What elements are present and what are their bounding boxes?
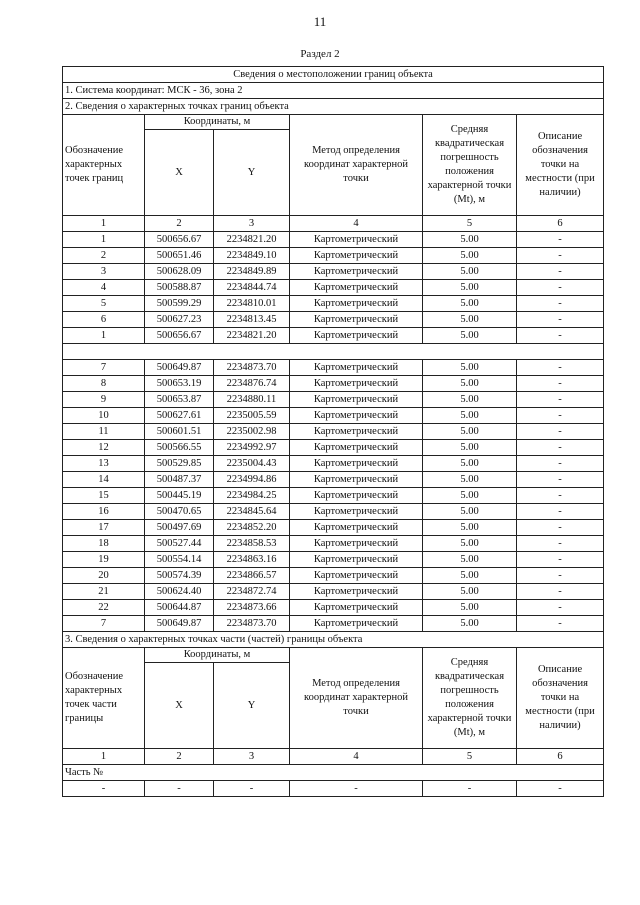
table-cell: 7 bbox=[63, 360, 145, 376]
table-cell: 500627.61 bbox=[145, 408, 214, 424]
table-cell: Картометрический bbox=[290, 536, 423, 552]
table-cell: - bbox=[517, 568, 604, 584]
hdr2-designation-line: Обозначение bbox=[65, 671, 124, 682]
table-cell: 8 bbox=[63, 376, 145, 392]
table-cell: 5 bbox=[423, 749, 517, 765]
table-row bbox=[63, 616, 604, 632]
table-cell: 11 bbox=[63, 424, 145, 440]
table-cell: 5.00 bbox=[423, 232, 517, 248]
table-cell: 2234849.89 bbox=[214, 264, 290, 280]
table-cell: Картометрический bbox=[290, 360, 423, 376]
table-row bbox=[63, 600, 604, 616]
table-cell: - bbox=[214, 781, 290, 797]
table-row bbox=[63, 472, 604, 488]
table-cell: 5 bbox=[63, 296, 145, 312]
table-row bbox=[63, 424, 604, 440]
table-cell: 5.00 bbox=[423, 280, 517, 296]
section-label: Раздел 2 bbox=[300, 48, 340, 60]
boundaries-table bbox=[62, 66, 604, 797]
table-cell: 2234876.74 bbox=[214, 376, 290, 392]
table-cell: Картометрический bbox=[290, 456, 423, 472]
hdr1-description: Описание обозначения точки на местности (при наличии) bbox=[517, 115, 604, 216]
table-cell: 5.00 bbox=[423, 504, 517, 520]
table-cell: 5.00 bbox=[423, 584, 517, 600]
table-cell: 500601.51 bbox=[145, 424, 214, 440]
table-cell: - bbox=[517, 248, 604, 264]
table-cell: Картометрический bbox=[290, 312, 423, 328]
table-cell: - bbox=[517, 472, 604, 488]
table-cell: Картометрический bbox=[290, 600, 423, 616]
table-cell: 19 bbox=[63, 552, 145, 568]
table-cell: 5.00 bbox=[423, 440, 517, 456]
table-cell: 1 bbox=[63, 216, 145, 232]
part-label: Часть № bbox=[63, 765, 604, 781]
table-cell: Картометрический bbox=[290, 408, 423, 424]
table-cell: - bbox=[290, 781, 423, 797]
page-number: 11 bbox=[313, 14, 327, 29]
table-cell: 500656.67 bbox=[145, 328, 214, 344]
table-row bbox=[63, 488, 604, 504]
table-cell: 5.00 bbox=[423, 376, 517, 392]
hdr2-y: Y bbox=[214, 663, 290, 749]
table-cell: 2234992.97 bbox=[214, 440, 290, 456]
table-cell: 3 bbox=[214, 216, 290, 232]
table-cell: 500653.19 bbox=[145, 376, 214, 392]
section2-title-row bbox=[63, 632, 604, 648]
table-cell: 5.00 bbox=[423, 472, 517, 488]
table-row bbox=[63, 584, 604, 600]
table-cell: 17 bbox=[63, 520, 145, 536]
table-cell: - bbox=[517, 616, 604, 632]
table-cell: 500574.39 bbox=[145, 568, 214, 584]
table-cell: 5.00 bbox=[423, 456, 517, 472]
table-cell: Картометрический bbox=[290, 504, 423, 520]
table-cell: Картометрический bbox=[290, 280, 423, 296]
table-cell: 2234813.45 bbox=[214, 312, 290, 328]
table-cell: 2235004.43 bbox=[214, 456, 290, 472]
table-cell: 5.00 bbox=[423, 424, 517, 440]
table-row bbox=[63, 280, 604, 296]
table-cell: 5.00 bbox=[423, 536, 517, 552]
table-cell: 12 bbox=[63, 440, 145, 456]
table-cell: - bbox=[517, 392, 604, 408]
table-cell: - bbox=[517, 520, 604, 536]
table-cell: - bbox=[517, 536, 604, 552]
table-row bbox=[63, 392, 604, 408]
hdr2-description: Описание обозначения точки на местности (при наличии) bbox=[517, 648, 604, 749]
table-row bbox=[63, 536, 604, 552]
table-cell: - bbox=[517, 232, 604, 248]
table-cell: 500644.87 bbox=[145, 600, 214, 616]
table-cell: - bbox=[517, 488, 604, 504]
table-cell: Картометрический bbox=[290, 520, 423, 536]
table-cell: 21 bbox=[63, 584, 145, 600]
table-cell: 2234858.53 bbox=[214, 536, 290, 552]
empty-row bbox=[63, 781, 604, 797]
table-cell: Картометрический bbox=[290, 328, 423, 344]
table-row bbox=[63, 232, 604, 248]
table-cell: 2234994.86 bbox=[214, 472, 290, 488]
hdr2-designation-line: характерных bbox=[65, 685, 123, 696]
table-cell: 2234810.01 bbox=[214, 296, 290, 312]
table-cell: - bbox=[145, 781, 214, 797]
hdr1-x: X bbox=[145, 130, 214, 216]
column-numbers-row bbox=[63, 749, 604, 765]
table-cell: 2234984.25 bbox=[214, 488, 290, 504]
table-cell: Картометрический bbox=[290, 616, 423, 632]
table-cell: - bbox=[517, 600, 604, 616]
hdr2-coords: Координаты, м bbox=[145, 648, 290, 663]
hdr1-designation: Обозначение характерных точек границ bbox=[63, 115, 145, 216]
table-cell: - bbox=[63, 781, 145, 797]
table-cell: 2234845.64 bbox=[214, 504, 290, 520]
hdr2-method: Метод определения координат характерной точки bbox=[290, 648, 423, 749]
table-cell: Картометрический bbox=[290, 488, 423, 504]
table-cell: 5.00 bbox=[423, 296, 517, 312]
table-cell: 500470.65 bbox=[145, 504, 214, 520]
table-cell: 5.00 bbox=[423, 568, 517, 584]
table-cell: 5 bbox=[423, 216, 517, 232]
table-cell: 2 bbox=[63, 248, 145, 264]
table-row bbox=[63, 376, 604, 392]
table-cell: 9 bbox=[63, 392, 145, 408]
table-cell: 4 bbox=[290, 749, 423, 765]
hdr2-designation-line: точек части bbox=[65, 699, 117, 710]
table-cell: 2234880.11 bbox=[214, 392, 290, 408]
table-cell: 16 bbox=[63, 504, 145, 520]
spacer-cell bbox=[63, 344, 604, 360]
table-cell: 5.00 bbox=[423, 392, 517, 408]
table-cell: 6 bbox=[517, 216, 604, 232]
table-cell: 5.00 bbox=[423, 600, 517, 616]
table-cell: 500651.46 bbox=[145, 248, 214, 264]
table-row bbox=[63, 456, 604, 472]
table-cell: - bbox=[517, 264, 604, 280]
table-cell: - bbox=[517, 296, 604, 312]
section2-title: 3. Сведения о характерных точках части (частей) границы объекта bbox=[63, 632, 604, 648]
table-cell: - bbox=[517, 408, 604, 424]
table-cell: 15 bbox=[63, 488, 145, 504]
table-cell: 5.00 bbox=[423, 488, 517, 504]
table-row bbox=[63, 264, 604, 280]
table-cell: 22 bbox=[63, 600, 145, 616]
table-cell: 1 bbox=[63, 328, 145, 344]
table-row bbox=[63, 328, 604, 344]
table-cell: 500628.09 bbox=[145, 264, 214, 280]
table-cell: Картометрический bbox=[290, 424, 423, 440]
table-cell: 5.00 bbox=[423, 328, 517, 344]
hdr1-y: Y bbox=[214, 130, 290, 216]
table-cell: 5.00 bbox=[423, 616, 517, 632]
table-cell: - bbox=[423, 781, 517, 797]
table-cell: - bbox=[517, 456, 604, 472]
table-cell: - bbox=[517, 424, 604, 440]
table-row bbox=[63, 408, 604, 424]
table-cell: Картометрический bbox=[290, 376, 423, 392]
table-cell: 4 bbox=[290, 216, 423, 232]
table-cell: 500529.85 bbox=[145, 456, 214, 472]
table-cell: 14 bbox=[63, 472, 145, 488]
table-cell: 18 bbox=[63, 536, 145, 552]
table-cell: - bbox=[517, 440, 604, 456]
table-row bbox=[63, 552, 604, 568]
hdr2-designation-line: границы bbox=[65, 713, 104, 724]
table-row bbox=[63, 248, 604, 264]
table-cell: 5.00 bbox=[423, 552, 517, 568]
table-cell: 2234873.66 bbox=[214, 600, 290, 616]
table-cell: 500649.87 bbox=[145, 616, 214, 632]
table-cell: Картометрический bbox=[290, 568, 423, 584]
table-cell: 500627.23 bbox=[145, 312, 214, 328]
table-cell: 500649.87 bbox=[145, 360, 214, 376]
table-cell: - bbox=[517, 376, 604, 392]
table-cell: 2234849.10 bbox=[214, 248, 290, 264]
table-cell: 500656.67 bbox=[145, 232, 214, 248]
table-cell: 2235005.59 bbox=[214, 408, 290, 424]
table-cell: 500566.55 bbox=[145, 440, 214, 456]
table-cell: 1 bbox=[63, 749, 145, 765]
hdr2-error: Средняя квадратическая погрешность положения характерной точки (Mt), м bbox=[423, 648, 517, 749]
table-row bbox=[63, 568, 604, 584]
table-cell: 6 bbox=[517, 749, 604, 765]
section1-title: 2. Сведения о характерных точках границ объекта bbox=[63, 99, 604, 115]
table-cell: Картометрический bbox=[290, 584, 423, 600]
hdr1-error: Средняя квадратическая погрешность положения характерной точки (Mt), м bbox=[423, 115, 517, 216]
table-cell: 4 bbox=[63, 280, 145, 296]
table-cell: 500497.69 bbox=[145, 520, 214, 536]
table-cell: Картометрический bbox=[290, 296, 423, 312]
table-cell: 2234844.74 bbox=[214, 280, 290, 296]
table-cell: 10 bbox=[63, 408, 145, 424]
hdr2-x: X bbox=[145, 663, 214, 749]
table-row bbox=[63, 296, 604, 312]
table-row bbox=[63, 312, 604, 328]
table-cell: 500527.44 bbox=[145, 536, 214, 552]
hdr1-method: Метод определения координат характерной точки bbox=[290, 115, 423, 216]
table-cell: 3 bbox=[214, 749, 290, 765]
table-cell: 500624.40 bbox=[145, 584, 214, 600]
table-cell: 2235002.98 bbox=[214, 424, 290, 440]
table-cell: 5.00 bbox=[423, 248, 517, 264]
table-cell: 5.00 bbox=[423, 312, 517, 328]
table-cell: 13 bbox=[63, 456, 145, 472]
table-cell: Картометрический bbox=[290, 264, 423, 280]
table-cell: 500653.87 bbox=[145, 392, 214, 408]
table-cell: 500554.14 bbox=[145, 552, 214, 568]
table-cell: 7 bbox=[63, 616, 145, 632]
table-cell: - bbox=[517, 312, 604, 328]
table-cell: 2234852.20 bbox=[214, 520, 290, 536]
table-row bbox=[63, 360, 604, 376]
table-cell: Картометрический bbox=[290, 472, 423, 488]
hdr2-designation bbox=[63, 648, 145, 749]
table-cell: Картометрический bbox=[290, 392, 423, 408]
table-cell: 5.00 bbox=[423, 520, 517, 536]
table-cell: Картометрический bbox=[290, 232, 423, 248]
table-cell: 2234821.20 bbox=[214, 232, 290, 248]
table-cell: 3 bbox=[63, 264, 145, 280]
column-numbers-row bbox=[63, 216, 604, 232]
table-row bbox=[63, 520, 604, 536]
table-cell: - bbox=[517, 328, 604, 344]
table-cell: Картометрический bbox=[290, 248, 423, 264]
table-cell: 2234872.74 bbox=[214, 584, 290, 600]
table-cell: Картометрический bbox=[290, 552, 423, 568]
table-cell: 20 bbox=[63, 568, 145, 584]
table-row bbox=[63, 504, 604, 520]
table-title: Сведения о местоположении границ объекта bbox=[63, 67, 604, 83]
table-cell: 6 bbox=[63, 312, 145, 328]
table-cell: 5.00 bbox=[423, 264, 517, 280]
table-cell: - bbox=[517, 280, 604, 296]
table-cell: 500445.19 bbox=[145, 488, 214, 504]
spacer-cell-row bbox=[63, 344, 604, 360]
table-cell: 2 bbox=[145, 749, 214, 765]
table-cell: 2234863.16 bbox=[214, 552, 290, 568]
table-cell: - bbox=[517, 584, 604, 600]
table-cell: 2234873.70 bbox=[214, 616, 290, 632]
table-cell: 1 bbox=[63, 232, 145, 248]
table-cell: - bbox=[517, 781, 604, 797]
table-cell: - bbox=[517, 504, 604, 520]
table-cell: 5.00 bbox=[423, 408, 517, 424]
coord-system-row: 1. Система координат: МСК - 36, зона 2 bbox=[63, 83, 604, 99]
table-cell: 2 bbox=[145, 216, 214, 232]
table-cell: Картометрический bbox=[290, 440, 423, 456]
table-cell: 2234821.20 bbox=[214, 328, 290, 344]
table-cell: - bbox=[517, 552, 604, 568]
section2-header-row bbox=[63, 648, 604, 663]
table-cell: 5.00 bbox=[423, 360, 517, 376]
table-cell: 500599.29 bbox=[145, 296, 214, 312]
table-cell: - bbox=[517, 360, 604, 376]
table-cell: 500487.37 bbox=[145, 472, 214, 488]
table-cell: 2234866.57 bbox=[214, 568, 290, 584]
table-cell: 2234873.70 bbox=[214, 360, 290, 376]
hdr1-coords: Координаты, м bbox=[145, 115, 290, 130]
table-cell: 500588.87 bbox=[145, 280, 214, 296]
table-row bbox=[63, 440, 604, 456]
part-label-row bbox=[63, 765, 604, 781]
